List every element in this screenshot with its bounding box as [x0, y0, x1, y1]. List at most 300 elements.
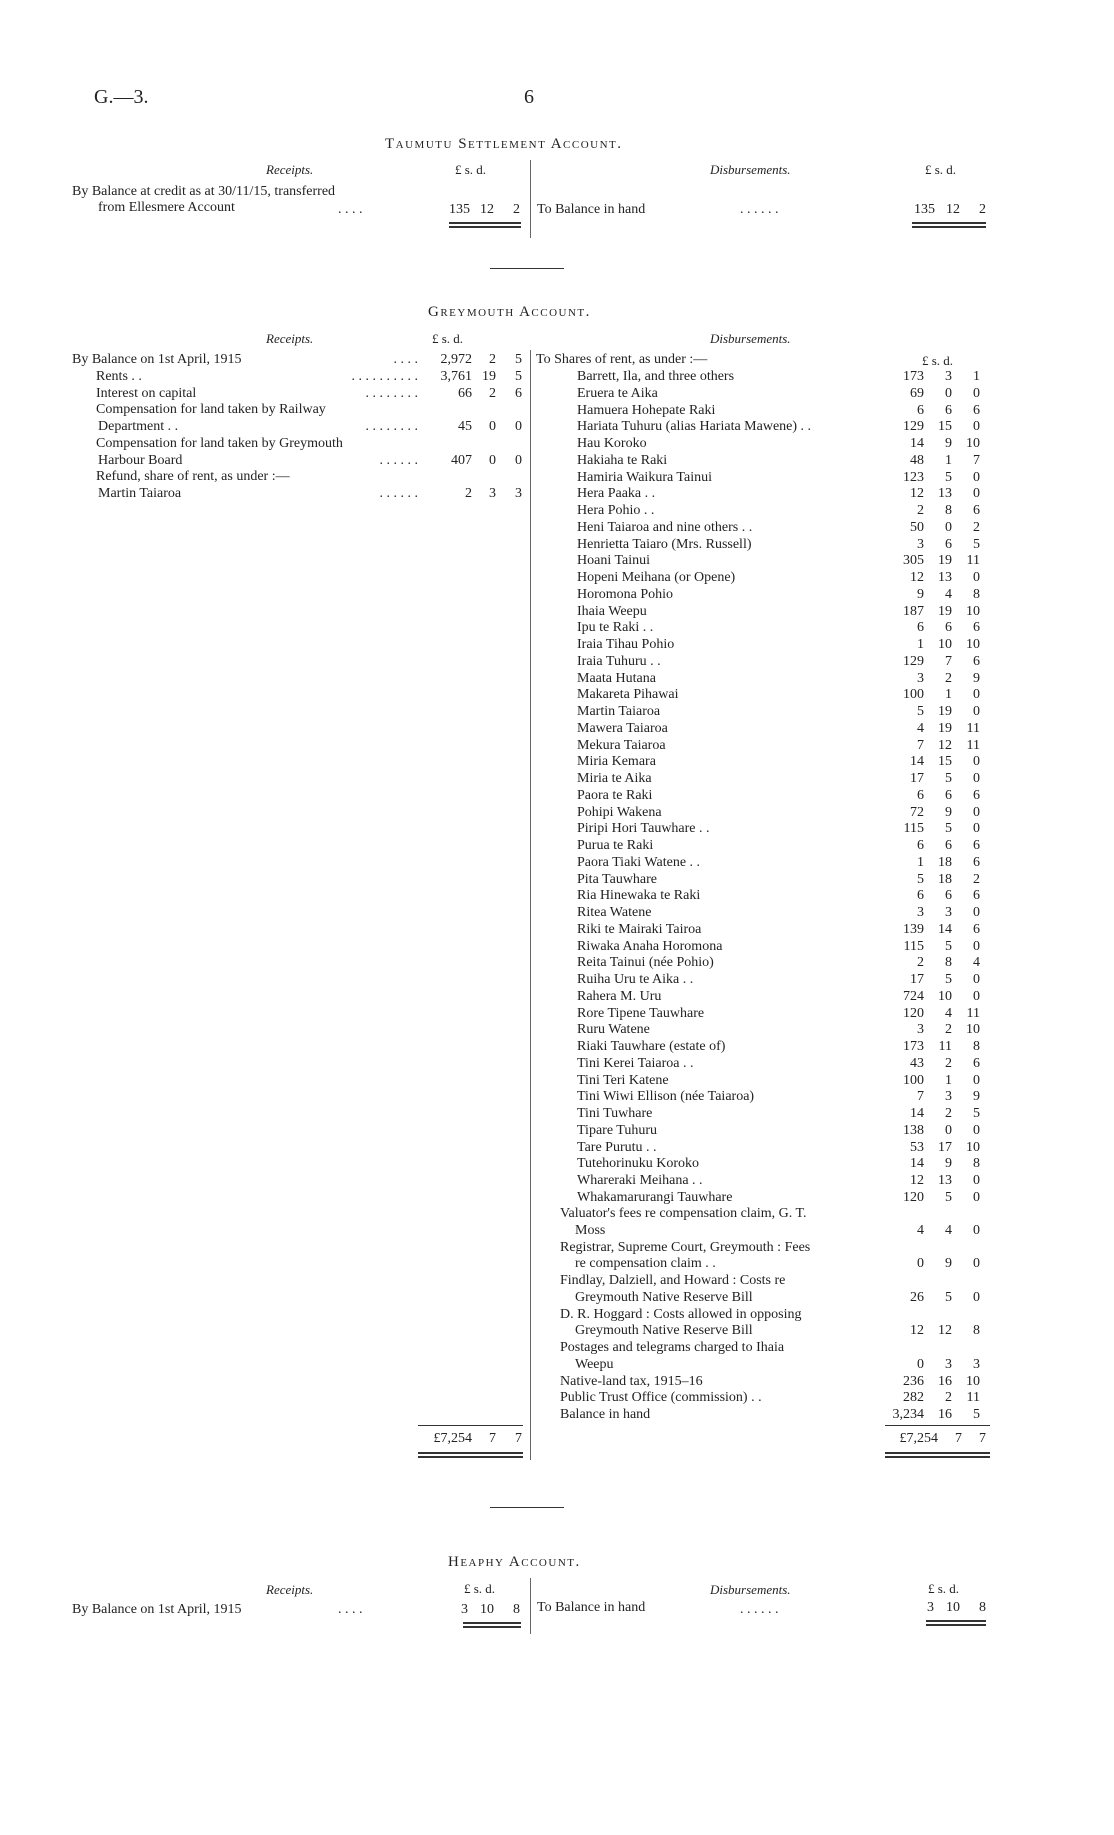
receipt-pence: 5 — [515, 368, 522, 384]
share-shillings: 6 — [945, 402, 952, 418]
receipt-leader-dots: . . . . . . — [379, 452, 418, 468]
share-pence: 11 — [966, 720, 980, 736]
share-name: Iraia Tihau Pohio — [577, 637, 675, 652]
share-shillings: 19 — [938, 720, 952, 736]
greymouth-disbursements-label: Disbursements. — [710, 331, 791, 346]
share-pounds: 115 — [903, 821, 924, 837]
share-name: Whakamarurangi Tauwhare — [577, 1189, 733, 1205]
share-name: Whareraki Meihana . . — [577, 1173, 703, 1188]
receipt-leader-dots: . . . . — [393, 352, 418, 367]
share-name: Hoani Tainui — [577, 553, 651, 569]
share-shillings: 6 — [945, 536, 952, 552]
receipt-text: Interest on capital — [96, 385, 197, 401]
share-pence: 8 — [973, 1156, 980, 1172]
share-pence: 8 — [973, 1039, 980, 1054]
heaphy-title: Heaphy Account. — [448, 1554, 581, 1570]
share-row — [530, 905, 1000, 922]
heaphy-receipt-shillings: 10 — [480, 1602, 494, 1617]
greymouth-currency-left: £ s. d. — [432, 331, 464, 346]
share-shillings: 2 — [945, 1055, 952, 1071]
heaphy-disb-pence: 8 — [979, 1600, 986, 1615]
share-pounds: 2 — [917, 955, 924, 971]
share-pounds: 9 — [917, 586, 924, 602]
share-pounds: 3 — [917, 536, 924, 552]
share-name: Hera Pohio . . — [577, 503, 655, 518]
disbursement-line1: Valuator's fees re compensation claim, G. T. — [560, 1206, 807, 1221]
receipt-pence: 3 — [515, 486, 522, 501]
greymouth-total-left-pence: 7 — [515, 1431, 522, 1446]
share-pounds: 12 — [910, 486, 924, 502]
disbursement-line2: Moss — [575, 1222, 606, 1238]
share-shillings: 8 — [945, 955, 952, 971]
share-pounds: 724 — [903, 988, 924, 1004]
share-pence: 10 — [966, 603, 980, 619]
taumutu-receipt-dots: . . . . — [338, 202, 363, 217]
share-pence: 1 — [973, 369, 980, 384]
share-shillings: 0 — [945, 1122, 952, 1138]
share-pence: 9 — [973, 1089, 980, 1105]
share-name: Hau Koroko — [577, 436, 647, 451]
disbursement-pounds: 3,234 — [892, 1407, 924, 1422]
share-shillings: 15 — [938, 754, 952, 770]
share-pounds: 72 — [910, 804, 924, 820]
greymouth-total-right-pounds: £7,254 — [899, 1431, 938, 1446]
share-pence: 0 — [973, 905, 980, 920]
disbursement-line2: re compensation claim . . — [575, 1256, 716, 1272]
disbursement-pence: 3 — [973, 1356, 980, 1372]
share-shillings: 2 — [945, 1022, 952, 1038]
share-row — [530, 553, 1000, 570]
share-row — [530, 470, 1000, 487]
greymouth-total-left-shillings: 7 — [489, 1431, 496, 1446]
share-row — [530, 403, 1000, 420]
share-pounds: 14 — [910, 1106, 924, 1121]
receipt-text: Harbour Board — [98, 452, 183, 468]
share-pence: 0 — [973, 687, 980, 703]
share-name: Maata Hutana — [577, 670, 656, 686]
share-pence: 0 — [973, 419, 980, 435]
taumutu-receipts-label: Receipts. — [266, 162, 314, 177]
share-pence: 0 — [973, 570, 980, 585]
heaphy-rule-left-2 — [463, 1626, 521, 1628]
receipt-leader-dots: . . . . . . . . — [365, 385, 418, 401]
greymouth-disb-heading: To Shares of rent, as under :— — [536, 352, 708, 367]
disbursement-pence: 8 — [973, 1323, 980, 1339]
share-shillings: 2 — [945, 670, 952, 686]
share-name: Tini Kerei Taiaroa . . — [577, 1055, 694, 1071]
share-shillings: 3 — [945, 905, 952, 920]
share-row — [530, 821, 1000, 838]
share-pence: 4 — [973, 955, 980, 971]
disbursement-pence: 10 — [966, 1373, 980, 1389]
share-row — [530, 1190, 1000, 1207]
taumutu-title: Taumutu Settlement Account. — [385, 136, 623, 152]
share-shillings: 2 — [945, 1106, 952, 1121]
disbursement-shillings: 5 — [945, 1289, 952, 1305]
receipt-text: Compensation for land taken by Greymouth — [96, 435, 343, 451]
receipt-shillings: 0 — [489, 419, 496, 434]
share-pence: 6 — [973, 787, 980, 803]
heaphy-receipt-text: By Balance on 1st April, 1915 — [72, 1602, 242, 1617]
share-name: Mawera Taiaroa — [577, 720, 668, 736]
share-name: Miria te Aika — [577, 771, 652, 786]
share-row — [530, 1106, 1000, 1123]
share-row — [530, 537, 1000, 554]
share-row — [530, 838, 1000, 855]
greymouth-total-right-rule-2 — [885, 1456, 990, 1458]
share-pounds: 12 — [910, 570, 924, 585]
share-row — [530, 520, 1000, 537]
receipt-text: Martin Taiaroa — [98, 486, 182, 501]
document-reference: G.—3. — [94, 86, 149, 108]
share-name: Tini Teri Katene — [577, 1072, 669, 1088]
share-row — [530, 888, 1000, 905]
share-name: Mekura Taiaroa — [577, 737, 666, 753]
greymouth-total-right-shillings: 7 — [955, 1431, 962, 1446]
share-pence: 0 — [973, 1173, 980, 1188]
share-shillings: 6 — [945, 888, 952, 904]
share-pounds: 305 — [903, 553, 924, 569]
share-row — [530, 1039, 1000, 1056]
share-name: Heni Taiaroa and nine others . . — [577, 519, 753, 535]
disbursement-line2: Greymouth Native Reserve Bill — [575, 1323, 753, 1339]
share-pounds: 12 — [910, 1173, 924, 1188]
share-row — [530, 771, 1000, 788]
share-shillings: 5 — [945, 1189, 952, 1205]
share-name: Riaki Tauwhare (estate of) — [577, 1039, 726, 1054]
share-pounds: 1 — [917, 854, 924, 870]
share-shillings: 6 — [945, 787, 952, 803]
share-shillings: 10 — [938, 988, 952, 1004]
share-pence: 9 — [973, 670, 980, 686]
receipt-pounds: 66 — [458, 385, 472, 401]
share-name: Ruiha Uru te Aika . . — [577, 972, 694, 987]
disbursement-line1: Balance in hand — [560, 1407, 651, 1422]
heaphy-disb-dots: . . . . . . — [740, 1602, 779, 1617]
section-separator-1 — [490, 268, 564, 269]
share-pence: 0 — [973, 821, 980, 837]
share-pounds: 187 — [903, 603, 924, 619]
greymouth-total-left-rule-1 — [418, 1452, 523, 1454]
share-row — [530, 1073, 1000, 1090]
share-pence: 6 — [973, 620, 980, 636]
share-name: Hakiaha te Raki — [577, 452, 668, 468]
taumutu-disbursements-label: Disbursements. — [710, 162, 791, 177]
share-pence: 0 — [973, 754, 980, 770]
heaphy-disb-shillings: 10 — [946, 1600, 960, 1615]
share-shillings: 11 — [938, 1039, 952, 1054]
share-name: Rahera M. Uru — [577, 988, 662, 1004]
share-shillings: 18 — [938, 871, 952, 887]
share-pence: 7 — [973, 452, 980, 468]
share-pounds: 53 — [910, 1139, 924, 1155]
share-pence: 11 — [966, 737, 980, 753]
taumutu-rule-left-2 — [449, 226, 521, 228]
heaphy-rule-left-1 — [463, 1622, 521, 1624]
share-shillings: 19 — [938, 603, 952, 619]
share-row — [530, 939, 1000, 956]
share-name: Hariata Tuhuru (alias Hariata Mawene) . . — [577, 419, 812, 435]
share-name: Piripi Hori Tauwhare . . — [577, 821, 710, 837]
share-pence: 10 — [966, 1139, 980, 1155]
share-name: Ruru Watene — [577, 1022, 650, 1038]
share-pence: 0 — [973, 704, 980, 719]
greymouth-total-right-rule-1 — [885, 1452, 990, 1454]
share-shillings: 0 — [945, 385, 952, 401]
share-shillings: 13 — [938, 570, 952, 585]
heaphy-receipt-pence: 8 — [513, 1602, 520, 1617]
share-pounds: 43 — [910, 1055, 924, 1071]
share-row — [530, 604, 1000, 621]
greymouth-total-right-pence: 7 — [979, 1431, 986, 1446]
receipt-row — [0, 469, 530, 486]
greymouth-receipts-label: Receipts. — [266, 331, 314, 346]
share-name: Tare Purutu . . — [577, 1139, 657, 1155]
receipt-pounds: 407 — [451, 452, 472, 468]
greymouth-total-left-pounds: £7,254 — [433, 1431, 472, 1446]
share-pence: 5 — [973, 536, 980, 552]
share-pounds: 120 — [903, 1189, 924, 1205]
share-pence: 6 — [973, 921, 980, 937]
share-name: Ihaia Weepu — [577, 603, 647, 619]
share-pence: 0 — [973, 804, 980, 820]
receipt-pence: 5 — [515, 352, 522, 367]
receipt-leader-dots: . . . . . . . . . . — [351, 368, 418, 384]
share-pounds: 14 — [910, 436, 924, 451]
share-pounds: 14 — [910, 1156, 924, 1172]
receipt-leader-dots: . . . . . . . . — [365, 419, 418, 434]
share-row — [530, 754, 1000, 771]
taumutu-rule-left-1 — [449, 222, 521, 224]
share-row — [530, 587, 1000, 604]
share-pence: 0 — [973, 1189, 980, 1205]
share-shillings: 10 — [938, 637, 952, 652]
share-name: Barrett, Ila, and three others — [577, 369, 735, 384]
receipt-text: Department . . — [98, 419, 179, 434]
share-pence: 6 — [973, 838, 980, 853]
share-row — [530, 654, 1000, 671]
share-pounds: 48 — [910, 452, 924, 468]
share-pounds: 129 — [903, 419, 924, 435]
share-shillings: 5 — [945, 972, 952, 987]
share-shillings: 0 — [945, 519, 952, 535]
share-name: Henrietta Taiaro (Mrs. Russell) — [577, 536, 752, 552]
share-row — [530, 704, 1000, 721]
share-pounds: 3 — [917, 905, 924, 920]
share-pence: 0 — [973, 771, 980, 786]
share-row — [530, 1140, 1000, 1157]
heaphy-disbursements-label: Disbursements. — [710, 1582, 791, 1597]
disbursement-pounds: 4 — [917, 1222, 924, 1238]
share-row — [530, 436, 1000, 453]
receipt-text: Refund, share of rent, as under :— — [96, 469, 290, 485]
disbursement-pence: 5 — [973, 1407, 980, 1422]
share-name: Riki te Mairaki Tairoa — [577, 921, 702, 937]
taumutu-divider — [530, 160, 531, 238]
share-pounds: 139 — [903, 921, 924, 937]
share-row — [530, 738, 1000, 755]
disbursement-line1: Findlay, Dalziell, and Howard : Costs re — [560, 1273, 786, 1288]
disbursement-pence: 0 — [973, 1222, 980, 1238]
share-row — [530, 989, 1000, 1006]
share-pence: 8 — [973, 586, 980, 602]
share-pence: 0 — [973, 1072, 980, 1088]
share-name: Tipare Tuhuru — [577, 1122, 658, 1138]
share-name: Iraia Tuhuru . . — [577, 653, 661, 669]
disbursement-pounds: 282 — [903, 1390, 924, 1406]
share-shillings: 9 — [945, 804, 952, 820]
heaphy-rule-right-1 — [926, 1620, 986, 1622]
share-shillings: 1 — [945, 687, 952, 703]
share-pounds: 50 — [910, 519, 924, 535]
share-row — [530, 721, 1000, 738]
share-name: Hamuera Hohepate Raki — [577, 402, 716, 418]
disbursement-shillings: 3 — [945, 1356, 952, 1372]
disbursement-line1: Registrar, Supreme Court, Greymouth : Fees — [560, 1239, 811, 1255]
share-name: Horomona Pohio — [577, 586, 674, 602]
heaphy-currency-left: £ s. d. — [464, 1581, 496, 1596]
section-separator-2 — [490, 1507, 564, 1508]
share-name: Ipu te Raki . . — [577, 620, 654, 636]
share-pounds: 115 — [903, 938, 924, 954]
share-row — [530, 1123, 1000, 1140]
share-shillings: 12 — [938, 737, 952, 753]
share-row — [530, 1056, 1000, 1073]
disbursement-pounds: 0 — [917, 1356, 924, 1372]
disbursement-shillings: 2 — [945, 1390, 952, 1406]
receipt-row — [0, 369, 530, 386]
receipt-shillings: 0 — [489, 452, 496, 468]
disbursement-pounds: 236 — [903, 1373, 924, 1389]
disbursement-shillings: 12 — [938, 1323, 952, 1339]
taumutu-receipt-pounds: 135 — [449, 202, 470, 217]
share-pence: 10 — [966, 1022, 980, 1038]
greymouth-title: Greymouth Account. — [428, 304, 591, 320]
heaphy-receipt-pounds: 3 — [461, 1602, 468, 1617]
disbursement-line1: Public Trust Office (commission) . . — [560, 1390, 762, 1406]
receipt-shillings: 19 — [482, 368, 496, 384]
taumutu-currency-right: £ s. d. — [925, 162, 957, 177]
share-pence: 0 — [973, 469, 980, 485]
share-pence: 6 — [973, 653, 980, 669]
share-name: Riwaka Anaha Horomona — [577, 938, 723, 954]
share-pounds: 173 — [903, 369, 924, 384]
share-pounds: 2 — [917, 503, 924, 518]
share-pounds: 6 — [917, 888, 924, 904]
share-shillings: 6 — [945, 838, 952, 853]
receipt-pounds: 2 — [465, 486, 472, 501]
share-row — [530, 369, 1000, 386]
receipt-pounds: 3,761 — [440, 368, 472, 384]
greymouth-total-right-top-rule — [885, 1425, 990, 1426]
share-row — [530, 503, 1000, 520]
receipt-leader-dots: . . . . . . — [379, 486, 418, 501]
receipt-pounds: 2,972 — [440, 352, 472, 367]
share-shillings: 5 — [945, 821, 952, 837]
disbursement-pounds: 0 — [917, 1256, 924, 1272]
share-row — [530, 570, 1000, 587]
disbursement-pounds: 12 — [910, 1323, 924, 1339]
share-pounds: 7 — [917, 737, 924, 753]
share-name: Ria Hinewaka te Raki — [577, 888, 701, 904]
share-row — [530, 955, 1000, 972]
share-shillings: 3 — [945, 1089, 952, 1105]
share-row — [530, 453, 1000, 470]
share-row — [530, 788, 1000, 805]
receipt-row — [0, 419, 530, 436]
share-pounds: 5 — [917, 871, 924, 887]
share-shillings: 14 — [938, 921, 952, 937]
heaphy-disb-pounds: 3 — [927, 1600, 934, 1615]
share-row — [530, 671, 1000, 688]
taumutu-disb-dots: . . . . . . — [740, 202, 779, 217]
share-pounds: 1 — [917, 637, 924, 652]
share-pence: 6 — [973, 888, 980, 904]
taumutu-disb-pence: 2 — [979, 202, 986, 217]
share-pounds: 14 — [910, 754, 924, 770]
share-name: Tutehorinuku Koroko — [577, 1156, 699, 1172]
share-shillings: 9 — [945, 436, 952, 451]
heaphy-receipt-dots: . . . . — [338, 1602, 363, 1617]
taumutu-disb-text: To Balance in hand — [537, 202, 646, 217]
receipt-text: By Balance on 1st April, 1915 — [72, 352, 242, 367]
share-shillings: 5 — [945, 938, 952, 954]
share-pounds: 6 — [917, 838, 924, 853]
share-pence: 6 — [973, 854, 980, 870]
heaphy-currency-right: £ s. d. — [928, 1581, 960, 1596]
share-pounds: 6 — [917, 787, 924, 803]
share-pounds: 4 — [917, 720, 924, 736]
heaphy-divider — [530, 1578, 531, 1634]
share-pounds: 5 — [917, 704, 924, 719]
share-shillings: 5 — [945, 469, 952, 485]
share-shillings: 4 — [945, 1005, 952, 1021]
share-name: Tini Wiwi Ellison (née Taiaroa) — [577, 1089, 755, 1105]
receipt-shillings: 3 — [489, 486, 496, 501]
share-name: Eruera te Aika — [577, 385, 658, 401]
share-pence: 0 — [973, 486, 980, 502]
share-row — [530, 687, 1000, 704]
share-name: Hopeni Meihana (or Opene) — [577, 570, 736, 585]
share-pence: 0 — [973, 1122, 980, 1138]
taumutu-receipt-pence: 2 — [513, 202, 520, 217]
share-name: Paora Tiaki Watene . . — [577, 854, 701, 870]
share-pence: 2 — [973, 871, 980, 887]
share-row — [530, 1173, 1000, 1190]
share-pounds: 17 — [910, 771, 924, 786]
share-pence: 11 — [966, 1005, 980, 1021]
disbursement-pence: 0 — [973, 1289, 980, 1305]
share-pounds: 100 — [903, 1072, 924, 1088]
disbursement-line2: Weepu — [575, 1356, 614, 1372]
share-name: Hera Paaka . . — [577, 486, 656, 502]
disbursement-line1: Postages and telegrams charged to Ihaia — [560, 1340, 785, 1355]
share-name: Purua te Raki — [577, 838, 654, 853]
share-name: Hamiria Waikura Tainui — [577, 469, 713, 485]
receipt-shillings: 2 — [489, 352, 496, 367]
taumutu-disb-shillings: 12 — [946, 202, 960, 217]
share-shillings: 19 — [938, 553, 952, 569]
disbursement-line1: Native-land tax, 1915–16 — [560, 1373, 703, 1389]
share-shillings: 8 — [945, 503, 952, 518]
taumutu-rule-right-2 — [912, 226, 986, 228]
heaphy-rule-right-2 — [926, 1624, 986, 1626]
greymouth-total-left-top-rule — [418, 1425, 523, 1426]
taumutu-rule-right-1 — [912, 222, 986, 224]
share-shillings: 1 — [945, 452, 952, 468]
taumutu-receipt-line2: from Ellesmere Account — [98, 200, 235, 215]
heaphy-receipts-label: Receipts. — [266, 1582, 314, 1597]
